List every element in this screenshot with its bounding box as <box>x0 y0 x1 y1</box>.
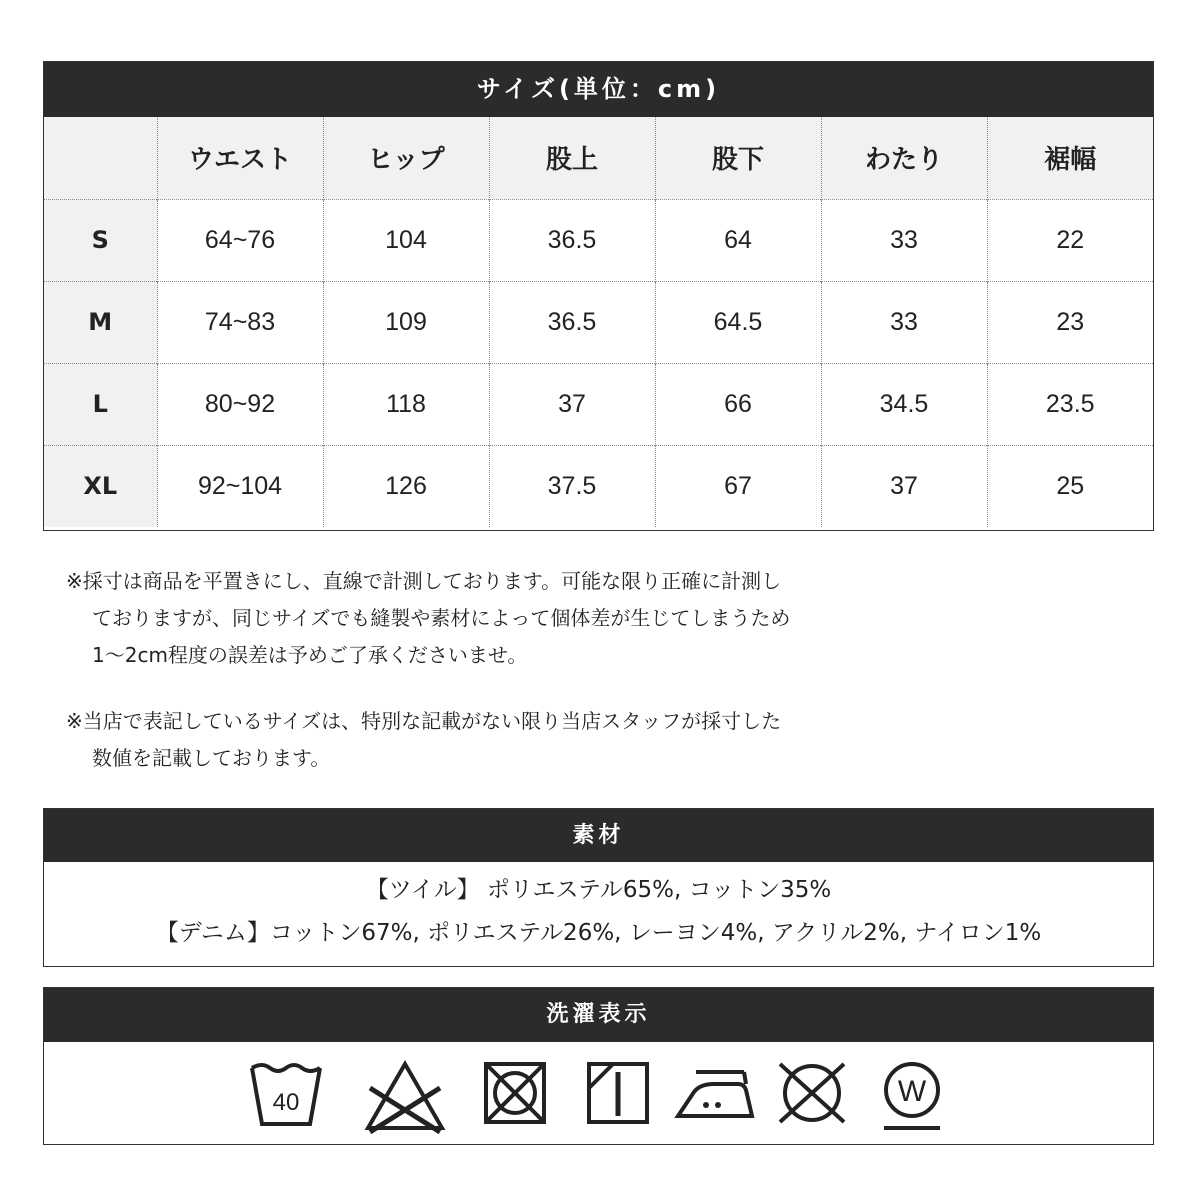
table-cell: 74~83 <box>157 281 323 363</box>
note-line: 1〜2cm程度の誤差は予めご了承くださいませ。 <box>92 643 528 667</box>
size-table-title: サイズ(単位：cm) <box>44 62 1153 117</box>
note-line: ※当店で表記しているサイズは、特別な記載がない限り当店スタッフが採寸した <box>66 709 782 733</box>
table-header-row <box>44 117 1153 199</box>
size-label: L <box>44 363 157 445</box>
table-cell: 37.5 <box>489 445 655 527</box>
wash-temperature: 40 <box>272 1089 300 1116</box>
care-title: 洗濯表示 <box>44 988 1153 1042</box>
table-cell: 36.5 <box>489 281 655 363</box>
table-cell: 64.5 <box>655 281 821 363</box>
table-cell: 36.5 <box>489 199 655 281</box>
no-bleach-icon <box>364 1060 446 1134</box>
table-cell: 104 <box>323 199 489 281</box>
table-cell: 22 <box>987 199 1153 281</box>
no-tumble-dry-icon <box>482 1060 548 1126</box>
table-cell: 37 <box>489 363 655 445</box>
iron-medium-icon <box>674 1060 756 1124</box>
table-row <box>44 281 1153 363</box>
header-cell-corner <box>44 117 157 199</box>
table-cell: 66 <box>655 363 821 445</box>
no-dry-clean-icon <box>774 1060 850 1126</box>
staff-measurement-note <box>66 703 966 777</box>
table-cell: 33 <box>821 281 987 363</box>
size-table <box>44 117 1153 527</box>
line-dry-shade-icon <box>585 1060 651 1126</box>
header-cell-hip: ヒップ <box>323 117 489 199</box>
size-label: XL <box>44 445 157 527</box>
note-line: ておりますが、同じサイズでも縫製や素材によって個体差が生じてしまうため <box>92 606 791 630</box>
table-cell: 23 <box>987 281 1153 363</box>
material-line-twill: 【ツイル】 ポリエステル65%, コットン35% <box>365 877 832 903</box>
table-cell: 33 <box>821 199 987 281</box>
table-cell: 126 <box>323 445 489 527</box>
table-row <box>44 363 1153 445</box>
wet-clean-icon <box>878 1060 946 1134</box>
size-table-panel <box>43 61 1154 531</box>
note-line: 数値を記載しております。 <box>92 746 331 770</box>
header-cell-inseam: 股下 <box>655 117 821 199</box>
table-cell: 80~92 <box>157 363 323 445</box>
table-cell: 67 <box>655 445 821 527</box>
header-cell-hem: 裾幅 <box>987 117 1153 199</box>
care-icons-row <box>44 1042 1153 1144</box>
note-line: ※採寸は商品を平置きにし、直線で計測しております。可能な限り正確に計測し <box>66 569 782 593</box>
table-cell: 64~76 <box>157 199 323 281</box>
header-cell-thigh: わたり <box>821 117 987 199</box>
table-row <box>44 445 1153 527</box>
wet-clean-letter: W <box>897 1075 927 1108</box>
material-panel <box>43 808 1154 967</box>
material-body <box>44 862 1153 955</box>
measurement-note <box>66 563 966 674</box>
table-cell: 37 <box>821 445 987 527</box>
table-cell: 23.5 <box>987 363 1153 445</box>
care-panel <box>43 987 1154 1145</box>
size-label: M <box>44 281 157 363</box>
size-label: S <box>44 199 157 281</box>
header-cell-waist: ウエスト <box>157 117 323 199</box>
table-cell: 64 <box>655 199 821 281</box>
wash-40-tub-icon <box>248 1060 324 1128</box>
material-line-denim: 【デニム】コットン67%, ポリエステル26%, レーヨン4%, アクリル2%, ナイロン1% <box>155 920 1042 946</box>
material-title: 素材 <box>44 809 1153 862</box>
table-cell: 34.5 <box>821 363 987 445</box>
table-cell: 25 <box>987 445 1153 527</box>
header-cell-rise: 股上 <box>489 117 655 199</box>
table-cell: 118 <box>323 363 489 445</box>
table-cell: 109 <box>323 281 489 363</box>
table-cell: 92~104 <box>157 445 323 527</box>
table-row <box>44 199 1153 281</box>
